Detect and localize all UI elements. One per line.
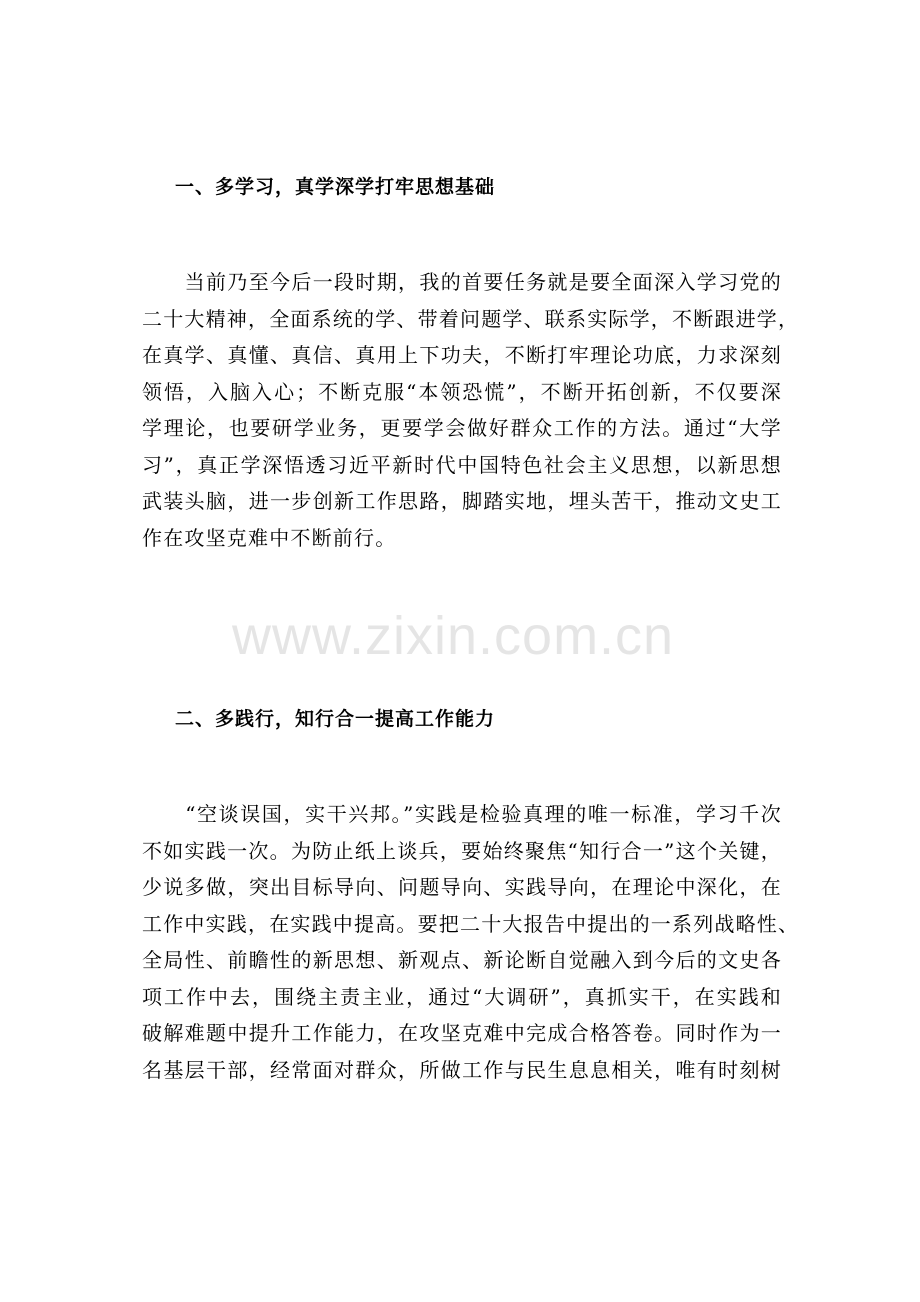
- paragraph-line: 不如实践一次。为防止纸上谈兵，要始终聚焦“知行合一”这个关键，: [142, 838, 782, 863]
- paragraph-line: 领悟，入脑入心；不断克服“本领恐慌”，不断开拓创新，不仅要深: [142, 379, 782, 404]
- paragraph-line: 在真学、真懂、真信、真用上下功夫，不断打牢理论功底，力求深刻: [142, 343, 782, 367]
- paragraph-line: 工作中实践，在实践中提高。要把二十大报告中提出的一系列战略性、: [142, 911, 800, 936]
- paragraph-line: 学理论，也要研学业务，更要学会做好群众工作的方法。通过“大学: [142, 416, 782, 440]
- paragraph-line: “空谈误国，实干兴邦。”实践是检验真理的唯一标准，学习千次: [142, 802, 782, 826]
- paragraph-line: 破解难题中提升工作能力，在攻坚克难中完成合格答卷。同时作为一: [142, 1021, 782, 1045]
- paragraph-line: 名基层干部，经常面对群众，所做工作与民生息息相关，唯有时刻树: [142, 1057, 782, 1082]
- section-heading-1: 一、多学习，真学深学打牢思想基础: [175, 176, 496, 198]
- paragraph-line: 作在攻坚克难中不断前行。: [142, 525, 397, 550]
- paragraph-line: 少说多做，突出目标导向、问题导向、实践导向，在理论中深化，在: [142, 875, 782, 899]
- paragraph-line: 项工作中去，围绕主责主业，通过“大调研”，真抓实干，在实践和: [142, 984, 782, 1009]
- watermark: www.zixin.com.cn: [232, 606, 675, 666]
- paragraph-line: 武装头脑，进一步创新工作思路，脚踏实地，埋头苦干，推动文史工: [142, 489, 782, 513]
- paragraph-line: 二十大精神，全面系统的学、带着问题学、联系实际学，不断跟进学，: [142, 306, 800, 331]
- paragraph-line: 习”，真正学深悟透习近平新时代中国特色社会主义思想，以新思想: [142, 452, 782, 477]
- section-heading-2: 二、多践行，知行合一提高工作能力: [175, 708, 496, 730]
- paragraph-line: 当前乃至今后一段时期，我的首要任务就是要全面深入学习党的: [142, 270, 782, 294]
- paragraph-line: 全局性、前瞻性的新思想、新观点、新论断自觉融入到今后的文史各: [142, 948, 782, 972]
- section-paragraph-1: [142, 264, 800, 556]
- section-paragraph-2: [142, 796, 800, 1088]
